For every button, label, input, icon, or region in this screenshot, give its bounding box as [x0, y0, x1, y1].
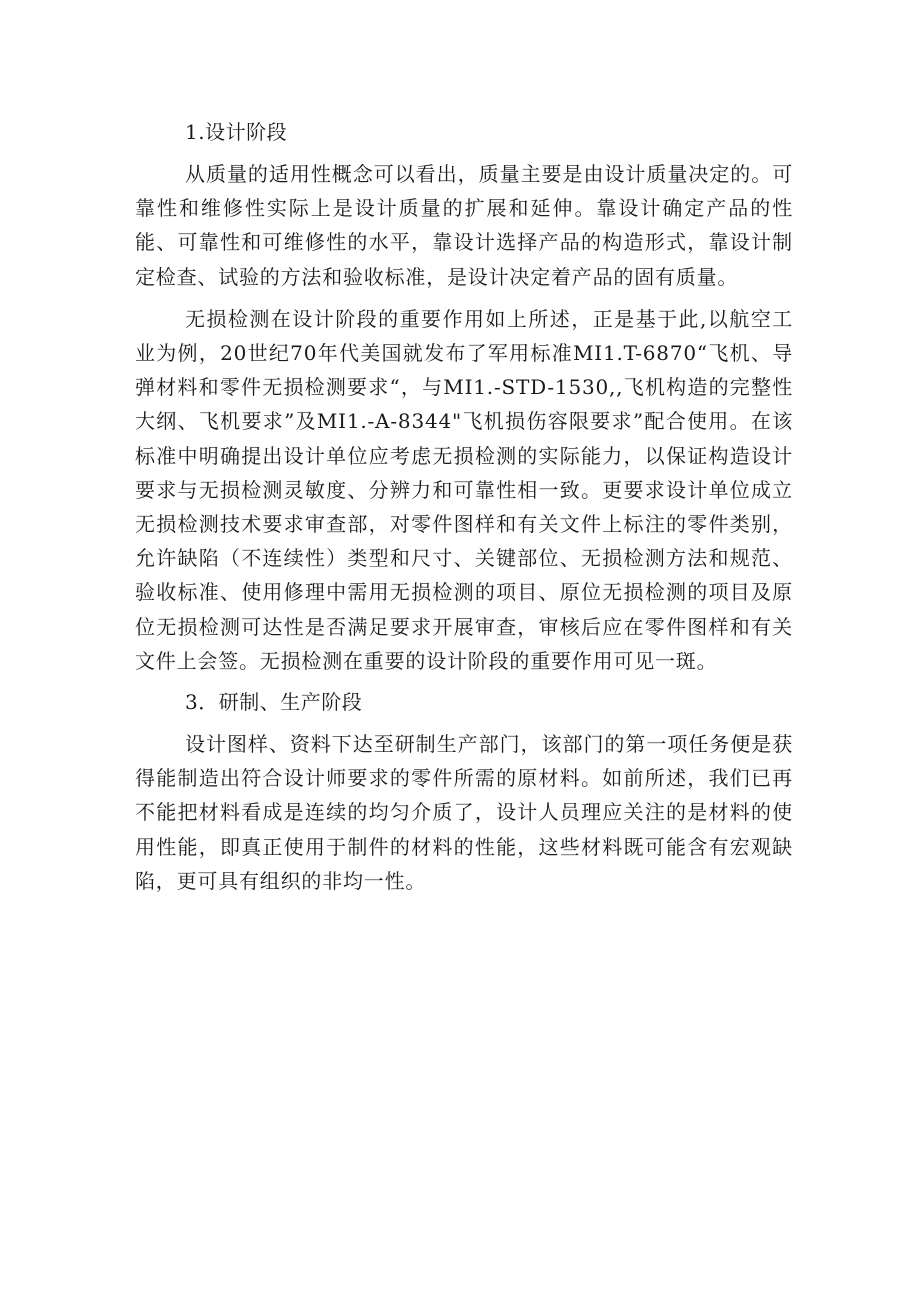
- paragraph-design-quality: 从质量的适用性概念可以看出，质量主要是由设计质量决定的。可靠性和维修性实际上是设计质量的扩展和延伸。靠设计确定产品的性能、可靠性和可维修性的水平，靠设计选择产品的构造形式，靠设计制定检查、试验的方法和验收标准，是设计决定着产品的固有质量。: [135, 162, 793, 289]
- document-page: [135, 116, 793, 906]
- paragraph-ndt-design-role: 无损检测在设计阶段的重要作用如上所述，正是基于此,以航空工业为例，20世纪70年代美国就发布了军用标准MI1.T-6870“飞机、导弹材料和零件无损检测要求“，与MI1.-STD-1530,,飞机构造的完整性大纲、飞机要求”及MI1.-A-8344"飞机损伤容限要求”配合使用。在该标准中明确提出设计单位应考虑无损检测的实际能力，以保证构造设计要求与无损检测灵敏度、分辨力和可靠性相一致。更要求设计单位成立无损检测技术要求审查部，对零件图样和有关文件上标注的零件类别，允许缺陷（不连续性）类型和尺寸、关键部位、无损检测方法和规范、验收标准、使用修理中需用无损检测的项目、原位无损检测的项目及原位无损检测可达性是否满足要求开展审查，审核后应在零件图样和有关文件上会签。无损检测在重要的设计阶段的重要作用可见一斑。: [135, 306, 793, 673]
- section-heading-design-stage: 1.设计阶段: [185, 120, 288, 144]
- section-heading-production-stage: 3．研制、生产阶段: [185, 690, 363, 715]
- paragraph-production-materials: 设计图样、资料下达至研制生产部门，该部门的第一项任务便是获得能制造出符合设计师要求的零件所需的原材料。如前所述，我们已再不能把材料看成是连续的均匀介质了，设计人员理应关注的是材料的使用性能，即真正使用于制件的材料的性能，这些材料既可能含有宏观缺陷，更可具有组织的非均一性。: [135, 732, 793, 893]
